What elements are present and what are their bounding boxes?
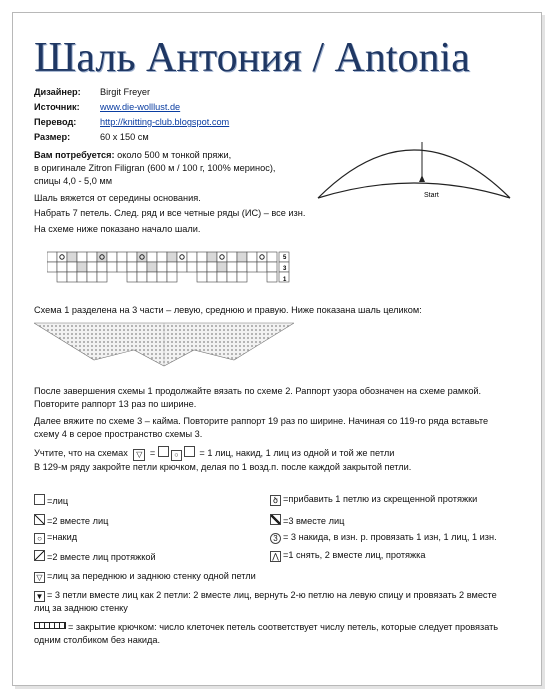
legend-bindoff-text-a: = закрытие крючком: число клеточек петель соответствует числу петель, которые следует провязать xyxy=(68,622,499,632)
materials-line3: спицы 4,0 - 5,0 мм xyxy=(34,176,113,186)
chart-cell xyxy=(207,272,217,282)
instruction-p6b: схему 4 в серое пространство схемы 3. xyxy=(34,429,203,439)
source-label: Источник: xyxy=(34,102,80,112)
chart-cell xyxy=(237,272,247,282)
k2tog-symbol-icon xyxy=(34,514,45,525)
chart-cell xyxy=(247,252,257,262)
chart-cell xyxy=(197,262,207,272)
instruction-p7-text-b: = 1 лиц, накид, 1 лиц из одной и той же петли xyxy=(199,448,395,458)
instruction-p8: В 129-м ряду закройте петли крючком, делая по 1 возд.п. после каждой закрытой петли. xyxy=(34,462,412,472)
chart-cell xyxy=(177,262,187,272)
legend-three-in-one xyxy=(270,532,497,544)
knit-cell-icon xyxy=(158,446,169,457)
chart-cell xyxy=(137,272,147,282)
legend-sk2p-text: =1 снять, 2 вместе лиц, протяжка xyxy=(283,550,426,560)
chart-cell xyxy=(47,262,57,272)
chart-cell xyxy=(77,252,87,262)
start-arrow-icon xyxy=(419,175,425,182)
shawl-inner-edge xyxy=(318,183,510,198)
knit-cell-icon-2 xyxy=(184,446,195,457)
instruction-p7 xyxy=(34,446,394,461)
chart-cell xyxy=(157,262,167,272)
chart-cell xyxy=(77,272,87,282)
yo-cell-icon: ○ xyxy=(171,450,182,461)
translation-label: Перевод: xyxy=(34,117,77,127)
chart-cell xyxy=(157,252,167,262)
designer-label: Дизайнер: xyxy=(34,87,81,97)
ssk-symbol-icon xyxy=(34,550,45,561)
legend-knit-text: =лиц xyxy=(47,496,69,506)
chart-cell xyxy=(207,262,217,272)
legend-k2tog xyxy=(34,514,108,526)
kfb-legend-icon: ▽ xyxy=(34,572,45,583)
chart-cell xyxy=(147,272,157,282)
legend-k2tog-text: =2 вместе лиц xyxy=(47,516,109,526)
chart-row-label-1: 1 xyxy=(283,277,287,283)
legend-k3tog-text: =3 вместе лиц xyxy=(283,516,345,526)
kfb-symbol-icon: ▽ xyxy=(133,449,145,461)
chart-cell xyxy=(147,262,157,272)
chart-cell xyxy=(57,252,67,262)
knitting-chart-1-start xyxy=(47,250,292,290)
legend-sk2p xyxy=(270,550,426,562)
legend-kfb-text: =лиц за переднюю и заднюю стенку одной петли xyxy=(47,571,256,581)
chart-cell xyxy=(237,262,247,272)
chart-cell xyxy=(197,272,207,282)
legend-bindoff-b: одним столбиком без накида. xyxy=(34,635,160,645)
legend-three-in-one-text: = 3 накида, в изн. р. провязать 1 изн, 1 лиц, 1 изн. xyxy=(283,532,497,542)
shawl-shape-diagram xyxy=(310,122,520,212)
chart-cell xyxy=(167,262,177,272)
instruction-p4: Схема 1 разделена на 3 части – левую, среднюю и правую. Ниже показана шаль целиком: xyxy=(34,305,422,315)
legend-knit xyxy=(34,494,68,506)
size-value: 60 х 150 см xyxy=(100,132,149,142)
chart-cell xyxy=(267,272,277,282)
instruction-p5b: Повторите раппорт 13 раз по ширине. xyxy=(34,399,197,409)
chart-cell xyxy=(257,252,267,262)
chart-cell xyxy=(217,272,227,282)
legend-yo xyxy=(34,532,77,544)
materials-text1: около 500 м тонкой пряжи, xyxy=(117,150,232,160)
chart-cell xyxy=(87,252,97,262)
chart-cell xyxy=(67,252,77,262)
designer-value: Birgit Freyer xyxy=(100,87,151,97)
chart-cell xyxy=(57,272,67,282)
chart-cell xyxy=(217,262,227,272)
full-shawl-chart-image xyxy=(34,320,294,368)
chart-cell xyxy=(97,252,107,262)
legend-special xyxy=(34,590,497,602)
chart-cell xyxy=(67,262,77,272)
source-link[interactable]: www.die-wolllust.de xyxy=(100,102,181,112)
instruction-p3: На схеме ниже показано начало шали. xyxy=(34,224,201,234)
chart-cell xyxy=(167,272,177,282)
chart-cell xyxy=(87,272,97,282)
k3tog-symbol-icon xyxy=(270,514,281,525)
equals-sign: = xyxy=(149,448,156,458)
chart-cell xyxy=(267,252,277,262)
chart-cell xyxy=(77,262,87,272)
crochet-bindoff-icon xyxy=(34,622,66,629)
translation-link[interactable]: http://knitting-club.blogspot.com xyxy=(100,117,230,127)
knit-symbol-icon xyxy=(34,494,45,505)
legend-m1 xyxy=(270,494,477,506)
chart-cell xyxy=(157,272,167,282)
yo-symbol-icon: ○ xyxy=(34,533,45,544)
sk2p-symbol-icon: ⋀ xyxy=(270,551,281,562)
chart-cell xyxy=(267,262,277,272)
chart-cell xyxy=(97,262,107,272)
chart-cell xyxy=(107,252,117,262)
legend-kfb xyxy=(34,571,256,583)
chart-cell xyxy=(197,252,207,262)
materials-line1 xyxy=(34,150,231,160)
chart-cell xyxy=(247,262,257,272)
legend-m1-text: =прибавить 1 петлю из скрещенной протяжки xyxy=(283,494,478,504)
chart-row-label-3: 3 xyxy=(283,266,287,272)
chart-cell xyxy=(177,252,187,262)
instruction-p7-text-a: Учтите, что на схемах xyxy=(34,448,128,458)
instruction-p1: Шаль вяжется от середины основания. xyxy=(34,193,201,203)
chart-cell xyxy=(127,272,137,282)
chart-cell xyxy=(107,262,117,272)
chart-cell xyxy=(127,252,137,262)
chart-cell xyxy=(97,272,107,282)
chart-cell xyxy=(87,262,97,272)
instruction-p6a: Далее вяжите по схеме 3 – кайма. Повторите раппорт 19 раз по ширине. Начиная со 119-го ряда вставьте xyxy=(34,416,489,426)
materials-label: Вам потребуется: xyxy=(34,150,115,160)
chart-cell xyxy=(187,252,197,262)
chart-cell xyxy=(167,252,177,262)
legend-special-b: лиц за заднюю стенку xyxy=(34,603,128,613)
chart-row-label-5: 5 xyxy=(283,255,287,261)
chart-cell xyxy=(57,262,67,272)
instruction-p2: Набрать 7 петель. След. ряд и все четные ряды (ИС) – все изн. xyxy=(34,208,306,218)
instruction-p5a: После завершения схемы 1 продолжайте вязать по схеме 2. Раппорт узора обозначен на схеме рамкой. xyxy=(34,386,482,396)
m1-symbol-icon: ծ xyxy=(270,495,281,506)
chart-cell xyxy=(117,262,127,272)
materials-line2: в оригинале Zitron Filigran (600 м / 100 г, 100% меринос), xyxy=(34,163,276,173)
chart-cell xyxy=(217,252,227,262)
chart-cell xyxy=(117,252,127,262)
chart-cell xyxy=(227,262,237,272)
legend-special-text-a: = 3 петли вместе лиц как 2 петли: 2 вместе лиц, вернуть 2-ю петлю на левую спицу и провязать 2 вместе xyxy=(47,590,497,600)
legend-k3tog xyxy=(270,514,344,526)
legend-ssk xyxy=(34,550,156,562)
chart-cell xyxy=(257,262,267,272)
chart-cell xyxy=(127,262,137,272)
special-decrease-icon: ▼ xyxy=(35,592,44,601)
chart-cell xyxy=(47,252,57,262)
legend-ssk-text: =2 вместе лиц протяжкой xyxy=(47,552,156,562)
chart-cell xyxy=(187,262,197,272)
legend-yo-text: =накид xyxy=(47,532,78,542)
triple-yo-symbol-icon: 3 xyxy=(270,533,281,544)
start-label: Start xyxy=(424,192,439,199)
chart-cell xyxy=(227,272,237,282)
legend-bindoff xyxy=(34,622,498,632)
size-label: Размер: xyxy=(34,132,71,142)
chart-cell xyxy=(227,252,237,262)
page-title: Шаль Антония / Antonia xyxy=(34,35,470,81)
chart-cell xyxy=(237,252,247,262)
chart-cell xyxy=(207,252,217,262)
chart-cell xyxy=(137,252,147,262)
chart-cell xyxy=(147,252,157,262)
chart-cell xyxy=(67,272,77,282)
chart-cell xyxy=(137,262,147,272)
